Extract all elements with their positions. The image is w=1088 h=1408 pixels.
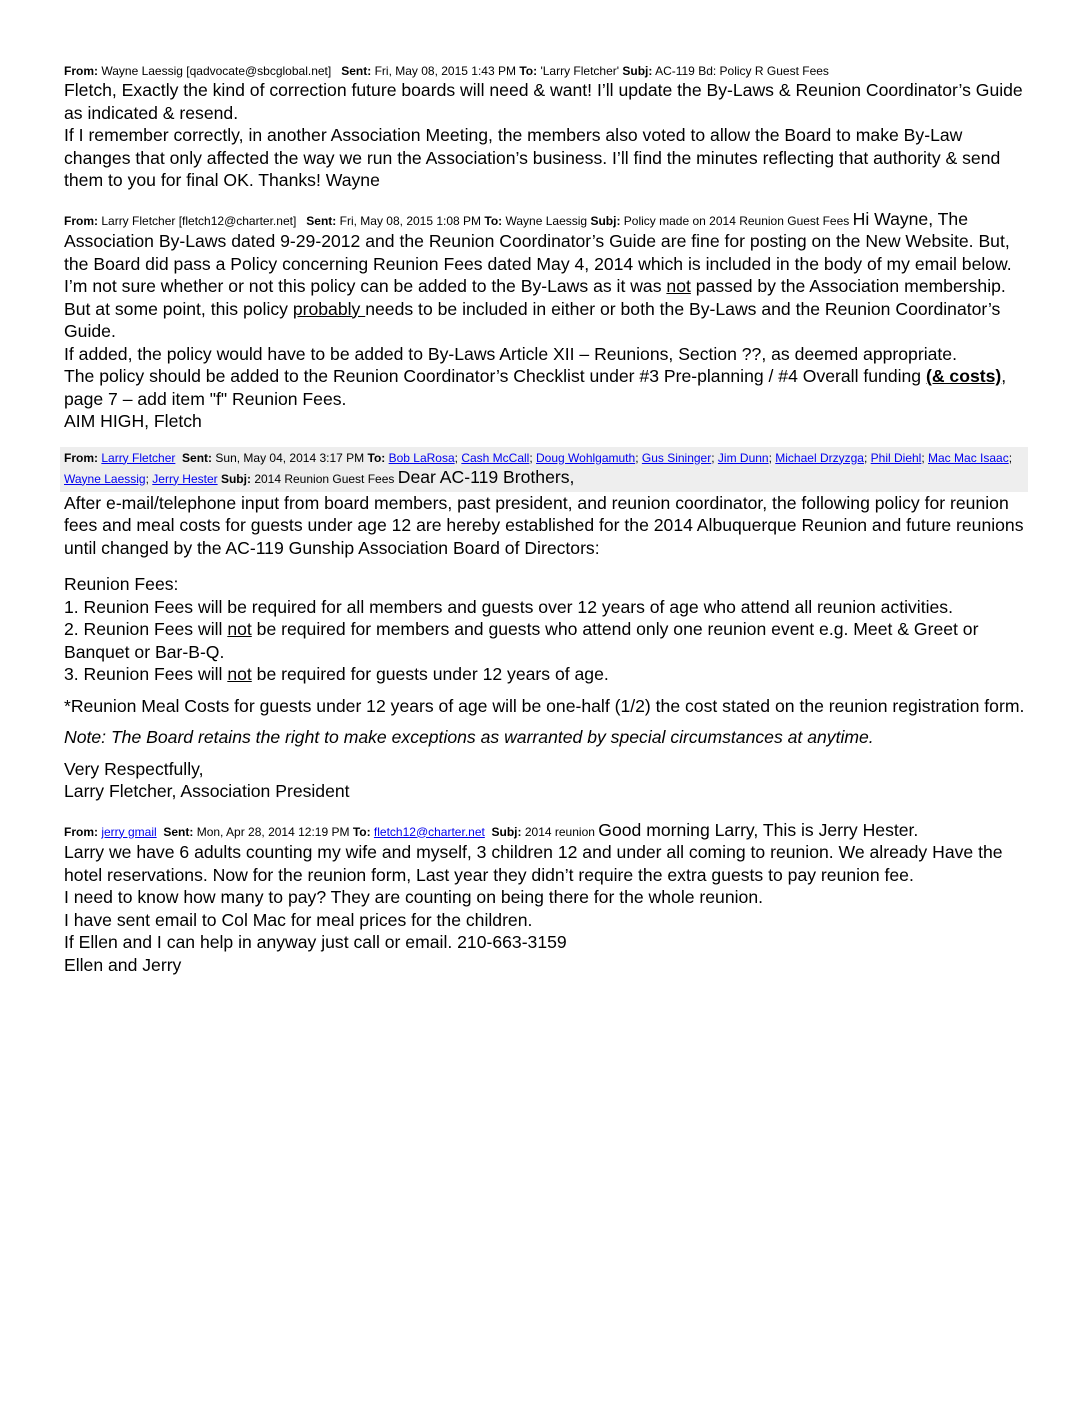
message-text: needs to be included in either or both the By-Laws and the Reunion Coordinator’s Guide. (64, 298, 1001, 341)
from-link[interactable]: jerry gmail (101, 824, 157, 839)
emphasis-not: not (227, 664, 252, 684)
emphasis-costs: (& costs) (925, 366, 1002, 386)
message-text: be required for guests under 12 years of age. (251, 664, 609, 684)
message-text: 2. Reunion Fees will (64, 619, 228, 639)
policy-item-2 (64, 618, 1028, 663)
recipient-link[interactable]: Doug Wohlgamuth (536, 450, 636, 465)
message-paragraph: If I remember correctly, in another Association Meeting, the members also voted to allow the Board to make By-Law changes that only affected the way we run the Association’s business. I’ll find the minutes reflecting that authority & send them to you for final OK. Thanks! Wayne (64, 125, 1001, 190)
subj-value: 2014 Reunion Guest Fees (254, 471, 395, 486)
recipient-link[interactable]: Gus Sininger (641, 450, 712, 465)
from-label: From: (64, 64, 98, 78)
message-text: 3. Reunion Fees will (64, 664, 228, 684)
email-header (64, 214, 853, 228)
subj-value: AC-119 Bd: Policy R Guest Fees (655, 64, 829, 78)
fees-heading: Reunion Fees: (64, 574, 179, 594)
subj-value: Policy made on 2014 Reunion Guest Fees (623, 213, 850, 228)
sent-value: Sun, May 04, 2014 3:17 PM (215, 450, 365, 465)
emphasis-not: not (227, 619, 252, 639)
sent-label: Sent: (163, 824, 194, 839)
sent-value: Fri, May 08, 2015 1:43 PM (374, 64, 516, 78)
email-thread (64, 64, 1028, 976)
email-header-band (60, 447, 1028, 492)
subj-label: Subj: (220, 471, 251, 486)
recipient-link[interactable]: Michael Drzyzga (775, 450, 864, 465)
message-paragraph: Fletch, Exactly the kind of correction future boards will need & want! I’ll update the By-Laws & Reunion Coordinator’s Guide as indicated & resend. (64, 80, 1023, 123)
to-link[interactable]: fletch12@charter.net (373, 824, 485, 839)
policy-item-3 (64, 663, 1028, 686)
signature: AIM HIGH, Fletch (64, 411, 202, 431)
from-label: From: (64, 824, 98, 839)
from-value: Wayne Laessig [qadvocate@sbcglobal.net] (101, 64, 332, 78)
subj-label: Subj: (590, 213, 621, 228)
to-label: To: (519, 64, 538, 78)
sent-value: Mon, Apr 28, 2014 12:19 PM (196, 824, 350, 839)
sent-value: Fri, May 08, 2015 1:08 PM (339, 213, 482, 228)
closing: Very Respectfully, (64, 758, 204, 779)
from-label: From: (64, 213, 98, 228)
sent-label: Sent: (182, 450, 213, 465)
message-text: be required for members and guests who attend only one reunion event e.g. Meet & Greet or Banquet or Bar-B-Q. (64, 619, 979, 662)
sent-label: Sent: (341, 64, 372, 78)
email-message-2 (64, 208, 1028, 433)
recipient-link[interactable]: Mac Mac Isaac (928, 450, 1009, 465)
policy-item-1: 1. Reunion Fees will be required for all members and guests over 12 years of age who attend all reunion activities. (64, 596, 953, 617)
message-paragraph: After e-mail/telephone input from board members, past president, and reunion coordinator, the following policy for reunion fees and meal costs for guests under age 12 are hereby established for the 2014 Albuquerque Reunion and future reunions until changed by the AC-119 Gunship Association Board of Directors: (64, 492, 1024, 558)
email-message-1 (64, 64, 1028, 192)
greeting: Good morning Larry, This is Jerry Hester. (598, 819, 919, 840)
subj-value: 2014 reunion (524, 824, 595, 839)
subj-label: Subj: (491, 824, 522, 839)
message-text: passed by the Association membership. But at some point, this policy (64, 276, 1006, 319)
message-paragraph: Larry we have 6 adults counting my wife and myself, 3 children 12 and under all coming to reunion. We already Have the hotel reservations. Now for the reunion form, Last year they didn’t require the extra guests to pay reunion fee. (64, 842, 1003, 885)
from-link[interactable]: Larry Fletcher (101, 450, 176, 465)
to-value: 'Larry Fletcher' (540, 64, 620, 78)
to-label: To: (484, 213, 503, 228)
meal-cost-note: *Reunion Meal Costs for guests under 12 years of age will be one-half (1/2) the cost stated on the reunion registration form. (64, 695, 1025, 716)
to-label: To: (367, 450, 386, 465)
subj-label: Subj: (622, 64, 653, 78)
email-header: From: Larry Fletcher Sent: Sun, May 04, 2014 3:17 PM To: Bob LaRosa; Cash McCall; Doug Wohlgamuth; Gus Sininger; Jim Dunn; Michael Drzyzga; Phil Diehl; Mac Mac Isaac; Wayne Laessig; Jerry Hester Subj: 2014 Reunion Guest Fees (64, 450, 1013, 486)
recipient-link[interactable]: Wayne Laessig (64, 471, 146, 486)
email-message-3 (64, 447, 1028, 803)
message-text: , page 7 – add item "f" Reunion Fees. (64, 366, 1007, 409)
message-paragraph (64, 365, 1028, 410)
from-value: Larry Fletcher [fletch12@charter.net] (101, 213, 297, 228)
to-label: To: (352, 824, 371, 839)
signature: Larry Fletcher, Association President (64, 781, 350, 801)
message-text: Hi Wayne, The Association By-Laws dated 9-29-2012 and the Reunion Coordinator’s Guide are fine for posting on the New Website. But, the Board did pass a Policy concerning Reunion Fees dated May 4, 2014 which is included in the body of my email below. I’m not sure whether or not this policy can be added to the By-Laws as it was (64, 208, 1012, 296)
emphasis-not: not (666, 276, 691, 296)
emphasis-probably: probably (292, 298, 366, 319)
board-note: Note: The Board retains the right to make exceptions as warranted by special circumstances at anytime. (64, 727, 874, 747)
message-paragraph: I have sent email to Col Mac for meal prices for the children. (64, 909, 533, 930)
email-header (64, 64, 1028, 79)
message-paragraph: If added, the policy would have to be added to By-Laws Article XII – Reunions, Section ??, as deemed appropriate. (64, 343, 957, 364)
recipient-link[interactable]: Jerry Hester (152, 471, 218, 486)
message-paragraph: If Ellen and I can help in anyway just call or email. 210-663-3159 (64, 932, 567, 952)
recipient-link[interactable]: Bob LaRosa (388, 450, 455, 465)
from-label: From: (64, 450, 98, 465)
message-text: The policy should be added to the Reunion Coordinator’s Checklist under #3 Pre-planning / #4 Overall funding (64, 366, 926, 386)
to-value: Wayne Laessig (505, 213, 588, 228)
sent-label: Sent: (306, 213, 337, 228)
recipient-link[interactable]: Cash McCall (461, 450, 530, 465)
recipient-link[interactable]: Phil Diehl (870, 450, 922, 465)
recipient-link[interactable]: Jim Dunn (717, 450, 769, 465)
signature: Ellen and Jerry (64, 954, 182, 975)
email-message-4 (64, 819, 1028, 977)
email-header (64, 825, 598, 839)
greeting: Dear AC-119 Brothers, (397, 466, 575, 487)
message-paragraph: I need to know how many to pay? They are counting on being there for the whole reunion. (64, 887, 763, 907)
